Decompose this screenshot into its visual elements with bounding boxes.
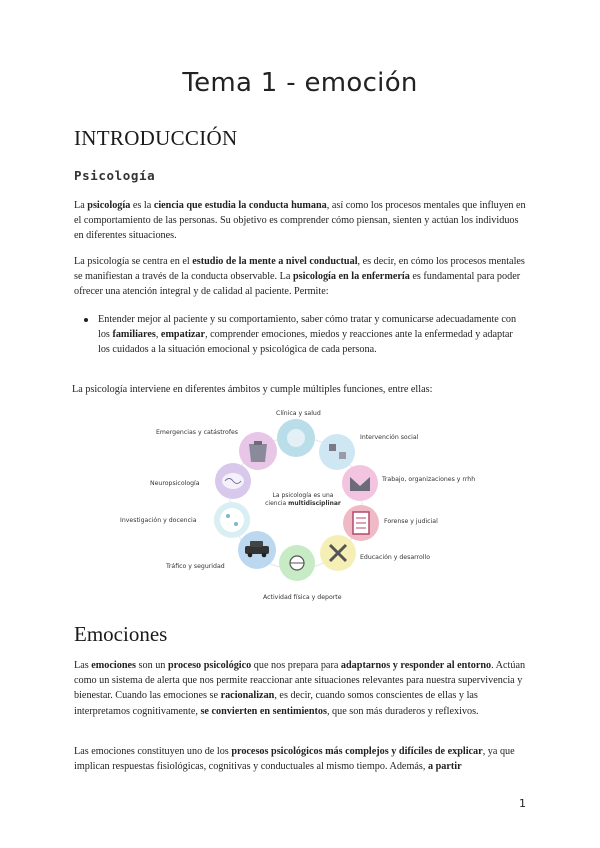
paragraph-ambitos-intro [72, 382, 524, 397]
text-run: . Actúan como un sistema de alerta que nos permite reaccionar ante situaciones relevantes para nuestra supervivencia y bienestar. Cuando las emociones se [74, 660, 526, 702]
bold-text-run: proceso psicológico [167, 660, 252, 671]
label-neuropsicologia: Neuropsicología [150, 480, 200, 487]
paragraph-emociones-definicion [74, 658, 526, 719]
bold-text-run: emociones [91, 660, 136, 671]
circle-educacion [320, 535, 356, 571]
circle-emergencias [239, 432, 277, 470]
text-run: Las emociones constituyen uno de los [74, 746, 232, 757]
text-run: , es decir, cuando somos conscientes de ellas y las interpretamos cognitivamente, [74, 690, 478, 717]
diagram-center-line2-bold: multidisciplinar [288, 500, 341, 507]
section-heading-introduccion: INTRODUCCIÓN [74, 126, 238, 150]
paragraph-psicologia-definicion [74, 198, 526, 244]
diagram-center-line2-prefix: ciencia [265, 500, 289, 507]
label-investigacion: Investigación y docencia [120, 517, 197, 524]
bold-text-run: psicología [87, 200, 131, 211]
circle-trafico [238, 531, 276, 569]
text-run: es la [130, 200, 154, 211]
text-run: La psicología interviene en diferentes ámbitos y cumple múltiples funciones, entre ellas: [72, 384, 433, 395]
bold-text-run: ciencia que estudia la conducta humana [153, 200, 327, 211]
circle-investigacion [214, 502, 250, 538]
bold-text-run: familiares [112, 329, 156, 341]
bold-text-run: a partir [427, 761, 462, 773]
circle-neuropsicologia [215, 463, 251, 499]
paragraph-psicologia-enfermeria [74, 254, 526, 300]
bold-text-run: se convierten en sentimientos [200, 705, 327, 717]
circle-forense [343, 505, 379, 541]
diagram-center-text [258, 492, 348, 508]
label-forense: Forense y judicial [384, 518, 438, 525]
section-heading-emociones: Emociones [74, 622, 168, 646]
text-run: Entender mejor al paciente y su comportamiento, saber cómo tratar y comunicarse adecuadamente con los [98, 314, 517, 341]
text-run: , comprender emociones, miedos y reacciones ante la enfermedad y adaptar los cuidados a la situación emocional y psicológica de cada persona. [98, 329, 513, 356]
bold-text-run: empatizar [160, 329, 206, 341]
text-run: , es decir, en cómo los procesos mentales se manifiestan a través de la conducta observable. La [74, 256, 525, 283]
page-number: 1 [519, 797, 526, 810]
label-trafico: Tráfico y seguridad [166, 563, 225, 570]
circle-intervencion-social [319, 434, 355, 470]
label-clinica-salud: Clínica y salud [276, 410, 321, 417]
text-run: Las [74, 660, 92, 671]
label-intervencion-social: Intervención social [360, 434, 419, 441]
label-emergencias: Emergencias y catástrofes [156, 429, 239, 436]
label-educacion: Educación y desarrollo [360, 554, 430, 561]
text-run: , ya que implican respuestas fisiológicas, cognitivas y conductuales al mismo tiempo. Además, [74, 746, 515, 773]
circle-clinica [277, 419, 315, 457]
text-run: La [74, 200, 88, 211]
text-run: La psicología se centra en el [74, 256, 193, 267]
diagram-center-line1: La psicología es una [272, 492, 334, 499]
bold-text-run: racionalizan [220, 690, 275, 702]
psychology-areas-diagram [110, 400, 500, 610]
circle-actividad-fisica [279, 545, 315, 581]
document-title: Tema 1 - emoción [182, 68, 418, 98]
paragraph-emociones-complejidad [74, 744, 526, 774]
bold-text-run: procesos psicológicos más complejos y difíciles de explicar [231, 746, 483, 757]
text-run: es fundamental para poder ofrecer una atención integral y de calidad al paciente. Permite: [74, 271, 521, 298]
text-run: , [155, 329, 161, 341]
bold-text-run: adaptarnos y responder al entorno [340, 660, 492, 671]
bold-text-run: estudio de la mente a nivel conductual [192, 256, 358, 267]
bold-text-run: psicología en la enfermería [292, 271, 410, 283]
bullet-dot [84, 318, 88, 322]
label-trabajo: Trabajo, organizaciones y rrhh [382, 476, 476, 483]
subsection-heading-psicologia: Psicología [74, 168, 156, 183]
text-run: , que son más duraderos y reflexivos. [326, 705, 479, 717]
text-run: , así como los procesos mentales que influyen en el comportamiento de las personas. Su objetivo es comprender cómo piensan, sienten y actúan los individuos en diferentes situaciones. [74, 200, 526, 242]
bullet-list-item [94, 312, 526, 358]
text-run: son un [135, 660, 168, 671]
label-actividad-fisica: Actividad física y deporte [263, 594, 342, 601]
text-run: que nos prepara para [251, 660, 341, 671]
bullet-text [94, 312, 526, 358]
